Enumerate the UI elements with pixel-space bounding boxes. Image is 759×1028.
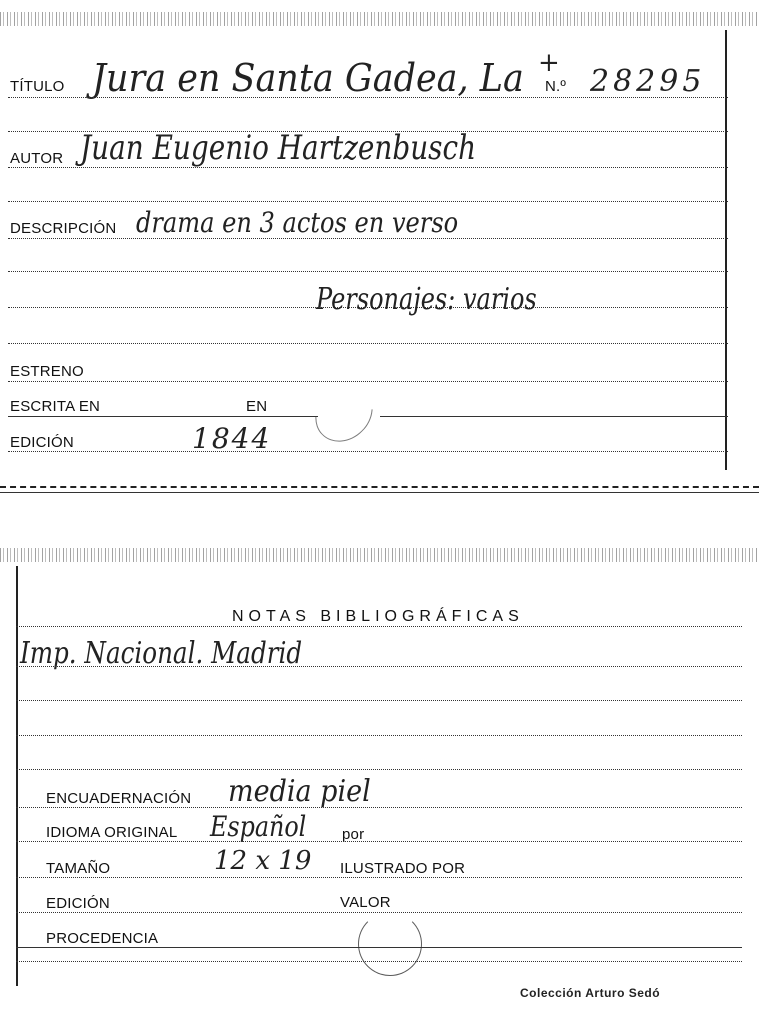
encuadernacion-value: media piel	[228, 774, 371, 809]
rule-nota-3	[16, 735, 742, 736]
descripcion-label: DESCRIPCIÓN	[10, 220, 117, 237]
tamano-value: 12 x 19	[214, 846, 312, 876]
card-bottom-left-edge	[16, 566, 18, 986]
numero-value: 28295	[590, 64, 706, 99]
rule-nota-2	[16, 700, 742, 701]
estreno-label: ESTRENO	[10, 363, 84, 380]
ilustrado-label: ILUSTRADO POR	[340, 860, 466, 877]
escrita-en-label: EN	[246, 398, 268, 415]
tamano-label: TAMAÑO	[46, 860, 111, 877]
numero-label: N.º	[545, 78, 567, 95]
card-top-cut-line	[0, 492, 759, 493]
cross-mark: +	[538, 48, 560, 78]
rule-personajes	[8, 307, 728, 308]
rule-idioma	[16, 841, 742, 842]
edicion-label: EDICIÓN	[10, 434, 74, 451]
card-top-right-edge	[725, 30, 727, 470]
nota-value: Imp. Nacional. Madrid	[20, 636, 303, 671]
rule-estreno	[8, 381, 728, 382]
rule-descripcion	[8, 238, 728, 239]
coleccion-footer: Colección Arturo Sedó	[520, 986, 661, 1000]
rule-nota-4	[16, 769, 742, 770]
rule-edicion	[8, 451, 728, 452]
rule-titulo	[8, 97, 728, 98]
rule-blank-4	[8, 343, 728, 344]
card-top-bottom-edge	[0, 486, 759, 488]
stamp-circle	[358, 912, 422, 976]
card-top-edge-texture	[0, 12, 759, 26]
descripcion-value: drama en 3 actos en verso	[136, 206, 459, 239]
edicion-value: 1844	[192, 422, 272, 455]
catalog-card-bottom	[0, 540, 759, 1028]
autor-value: Juan Eugenio Hartzenbusch	[80, 128, 477, 168]
titulo-label: TÍTULO	[10, 78, 65, 95]
rule-notas	[16, 626, 742, 627]
rule-blank-2	[8, 201, 728, 202]
edicion-bottom-label: EDICIÓN	[46, 895, 110, 912]
titulo-value: Jura en Santa Gadea, La	[92, 56, 524, 100]
rule-blank-3	[8, 271, 728, 272]
rule-escrita	[8, 416, 318, 417]
rule-nota-1	[16, 666, 742, 667]
stamp-arc	[304, 373, 385, 454]
por-label: por	[342, 826, 365, 843]
personajes-value: Personajes: varios	[316, 282, 537, 317]
rule-autor	[8, 167, 728, 168]
rule-encuadernacion	[16, 807, 742, 808]
encuadernacion-label: ENCUADERNACIÓN	[46, 790, 192, 807]
rule-escrita-right	[380, 416, 728, 417]
autor-label: AUTOR	[10, 150, 64, 167]
idioma-label: IDIOMA ORIGINAL	[46, 824, 178, 841]
catalog-card-top	[0, 0, 759, 500]
rule-tamano	[16, 877, 742, 878]
card-bottom-edge-texture	[0, 548, 759, 562]
notas-title: NOTAS BIBLIOGRÁFICAS	[232, 608, 524, 625]
idioma-value: Español	[210, 810, 307, 843]
procedencia-label: PROCEDENCIA	[46, 930, 159, 947]
escrita-label: ESCRITA EN	[10, 398, 101, 415]
valor-label: VALOR	[340, 894, 391, 911]
